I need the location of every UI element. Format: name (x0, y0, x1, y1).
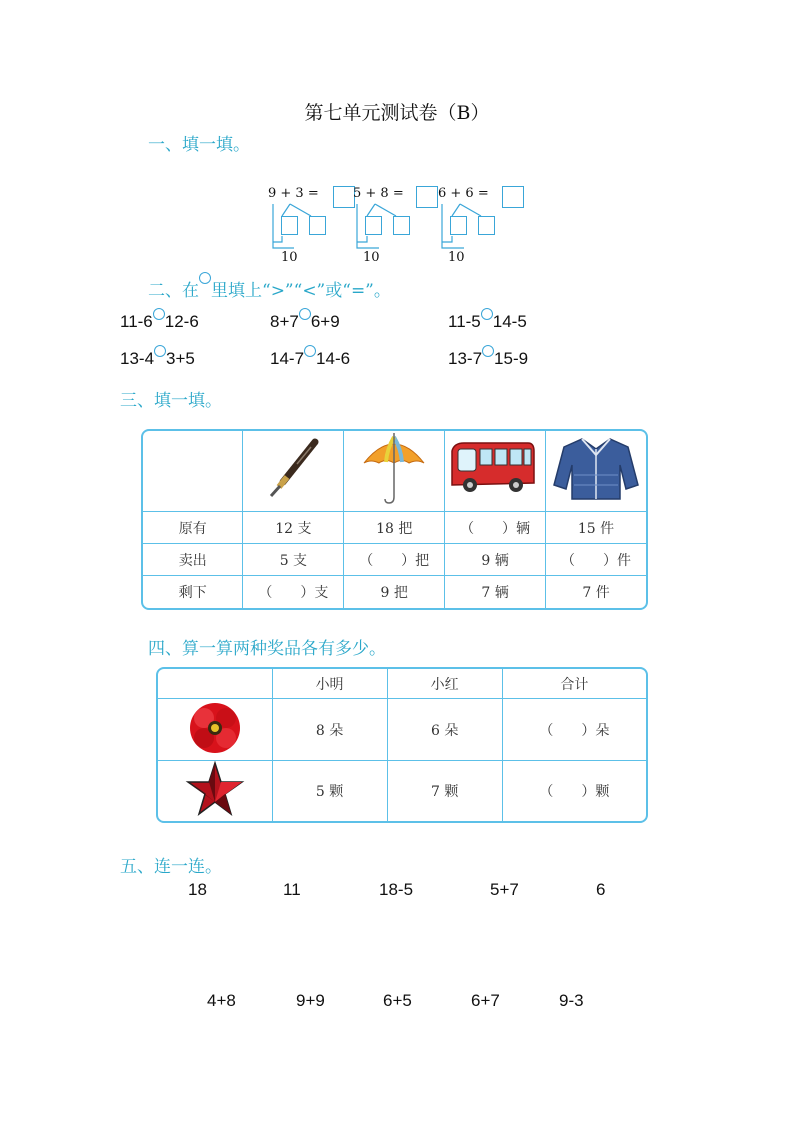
top-item[interactable]: 11 (283, 880, 301, 899)
section-2-heading (148, 276, 391, 301)
bottom-item[interactable]: 9+9 (296, 991, 325, 1010)
header-cell: 合计 (503, 669, 646, 699)
table-cell: 7 辆 (445, 576, 546, 608)
table-cell: 9 把 (344, 576, 445, 608)
flower-cell (158, 699, 273, 761)
heading-text: 二、在 (148, 281, 199, 301)
answer-circle[interactable] (304, 345, 316, 357)
compare-left: 14-7 (270, 349, 305, 368)
answer-circle[interactable] (153, 308, 165, 320)
flower-icon (186, 700, 244, 756)
compare-right: 12-6 (164, 312, 199, 331)
table-row (158, 699, 646, 761)
table-cell[interactable]: （ ）颗 (539, 784, 610, 800)
problem-expression: 6 + 6 = (438, 186, 489, 201)
split-lines (260, 200, 340, 252)
answer-circle[interactable] (482, 345, 494, 357)
compare-item (120, 349, 195, 369)
top-item[interactable]: 6 (596, 880, 606, 899)
table-row (158, 761, 646, 821)
star-cell (158, 761, 273, 821)
prize-table (156, 667, 648, 823)
compare-left: 13-4 (120, 349, 155, 368)
split-box[interactable] (478, 216, 495, 235)
answer-circle[interactable] (154, 345, 166, 357)
umbrella-icon (359, 431, 429, 507)
compare-item (270, 312, 340, 332)
header-cell: 小明 (273, 669, 388, 699)
problem-expression: 9 + 3 = (268, 186, 319, 201)
row-label: 卖出 (143, 544, 243, 576)
table-cell: 9 辆 (445, 544, 546, 576)
compare-right: 6+9 (310, 312, 340, 331)
compare-right: 14-6 (316, 349, 351, 368)
answer-circle[interactable] (299, 308, 311, 320)
sweater-icon (552, 435, 640, 503)
umbrella-cell (344, 431, 445, 512)
row-label: 原有 (143, 512, 243, 544)
bus-icon (448, 437, 542, 501)
section-4-heading: 四、算一算两种奖品各有多少。 (148, 639, 386, 659)
table-row (143, 512, 646, 544)
compare-item (270, 349, 350, 369)
answer-circle[interactable] (481, 308, 493, 320)
table-cell[interactable]: （ ）辆 (445, 512, 546, 544)
header-cell: 小红 (388, 669, 503, 699)
compare-left: 8+7 (270, 312, 299, 331)
pen-icon (253, 434, 333, 504)
table-cell[interactable]: （ ）件 (546, 544, 646, 576)
top-item[interactable]: 5+7 (490, 880, 519, 899)
table-cell: 12 支 (243, 512, 344, 544)
table-cell: 6 朵 (388, 699, 503, 761)
table-row (143, 544, 646, 576)
split-lines (345, 200, 425, 252)
bottom-item[interactable]: 6+7 (471, 991, 500, 1010)
section-3-heading: 三、填一填。 (120, 391, 222, 411)
split-box[interactable] (450, 216, 467, 235)
table-cell[interactable]: （ ）支 (243, 576, 344, 608)
table-cell[interactable]: （ ）朵 (503, 699, 646, 761)
star-icon (185, 761, 245, 817)
compare-right: 3+5 (166, 349, 195, 368)
section-5-heading: 五、连一连。 (120, 857, 222, 877)
bottom-item[interactable]: 6+5 (383, 991, 412, 1010)
compare-left: 13-7 (448, 349, 483, 368)
section-1-heading: 一、填一填。 (148, 135, 250, 155)
bottom-item[interactable]: 9-3 (559, 991, 584, 1010)
pen-cell (243, 431, 344, 512)
table-row (143, 576, 646, 608)
row-label: 剩下 (143, 576, 243, 608)
split-box[interactable] (309, 216, 326, 235)
table-cell: 15 件 (546, 512, 646, 544)
table-cell: 7 件 (582, 585, 610, 601)
table-cell[interactable]: （ ）把 (344, 544, 445, 576)
table-cell: 5 支 (243, 544, 344, 576)
heading-text: 里填上“>”“<”或“=”。 (211, 281, 391, 301)
split-lines (430, 200, 510, 252)
bus-cell (445, 431, 546, 512)
page-title: 第七单元测试卷（B） (304, 102, 490, 124)
compare-left: 11-5 (448, 312, 481, 331)
compare-right: 14-5 (492, 312, 527, 331)
picture-row (143, 431, 646, 512)
top-item[interactable]: 18 (188, 880, 207, 899)
header-cell (158, 669, 273, 699)
problem-expression: 5 + 8 = (353, 186, 404, 201)
table-cell: 8 朵 (273, 699, 388, 761)
compare-item (448, 349, 528, 369)
compare-left: 11-6 (120, 312, 153, 331)
top-item[interactable]: 18-5 (379, 880, 414, 899)
sales-table (141, 429, 648, 610)
split-box[interactable] (281, 216, 298, 235)
split-box[interactable] (393, 216, 410, 235)
empty-cell (143, 431, 243, 512)
table-cell: 5 颗 (273, 761, 388, 821)
compare-item (120, 312, 199, 332)
compare-right: 15-9 (494, 349, 529, 368)
circle-icon (199, 272, 211, 284)
sweater-cell (546, 431, 646, 512)
table-cell: 7 颗 (388, 761, 503, 821)
ten-label: 10 (281, 250, 298, 265)
table-cell: 18 把 (344, 512, 445, 544)
header-row (158, 669, 646, 699)
compare-item (448, 312, 527, 332)
ten-label: 10 (363, 250, 380, 265)
split-box[interactable] (365, 216, 382, 235)
bottom-item[interactable]: 4+8 (207, 991, 236, 1010)
ten-label: 10 (448, 250, 465, 265)
